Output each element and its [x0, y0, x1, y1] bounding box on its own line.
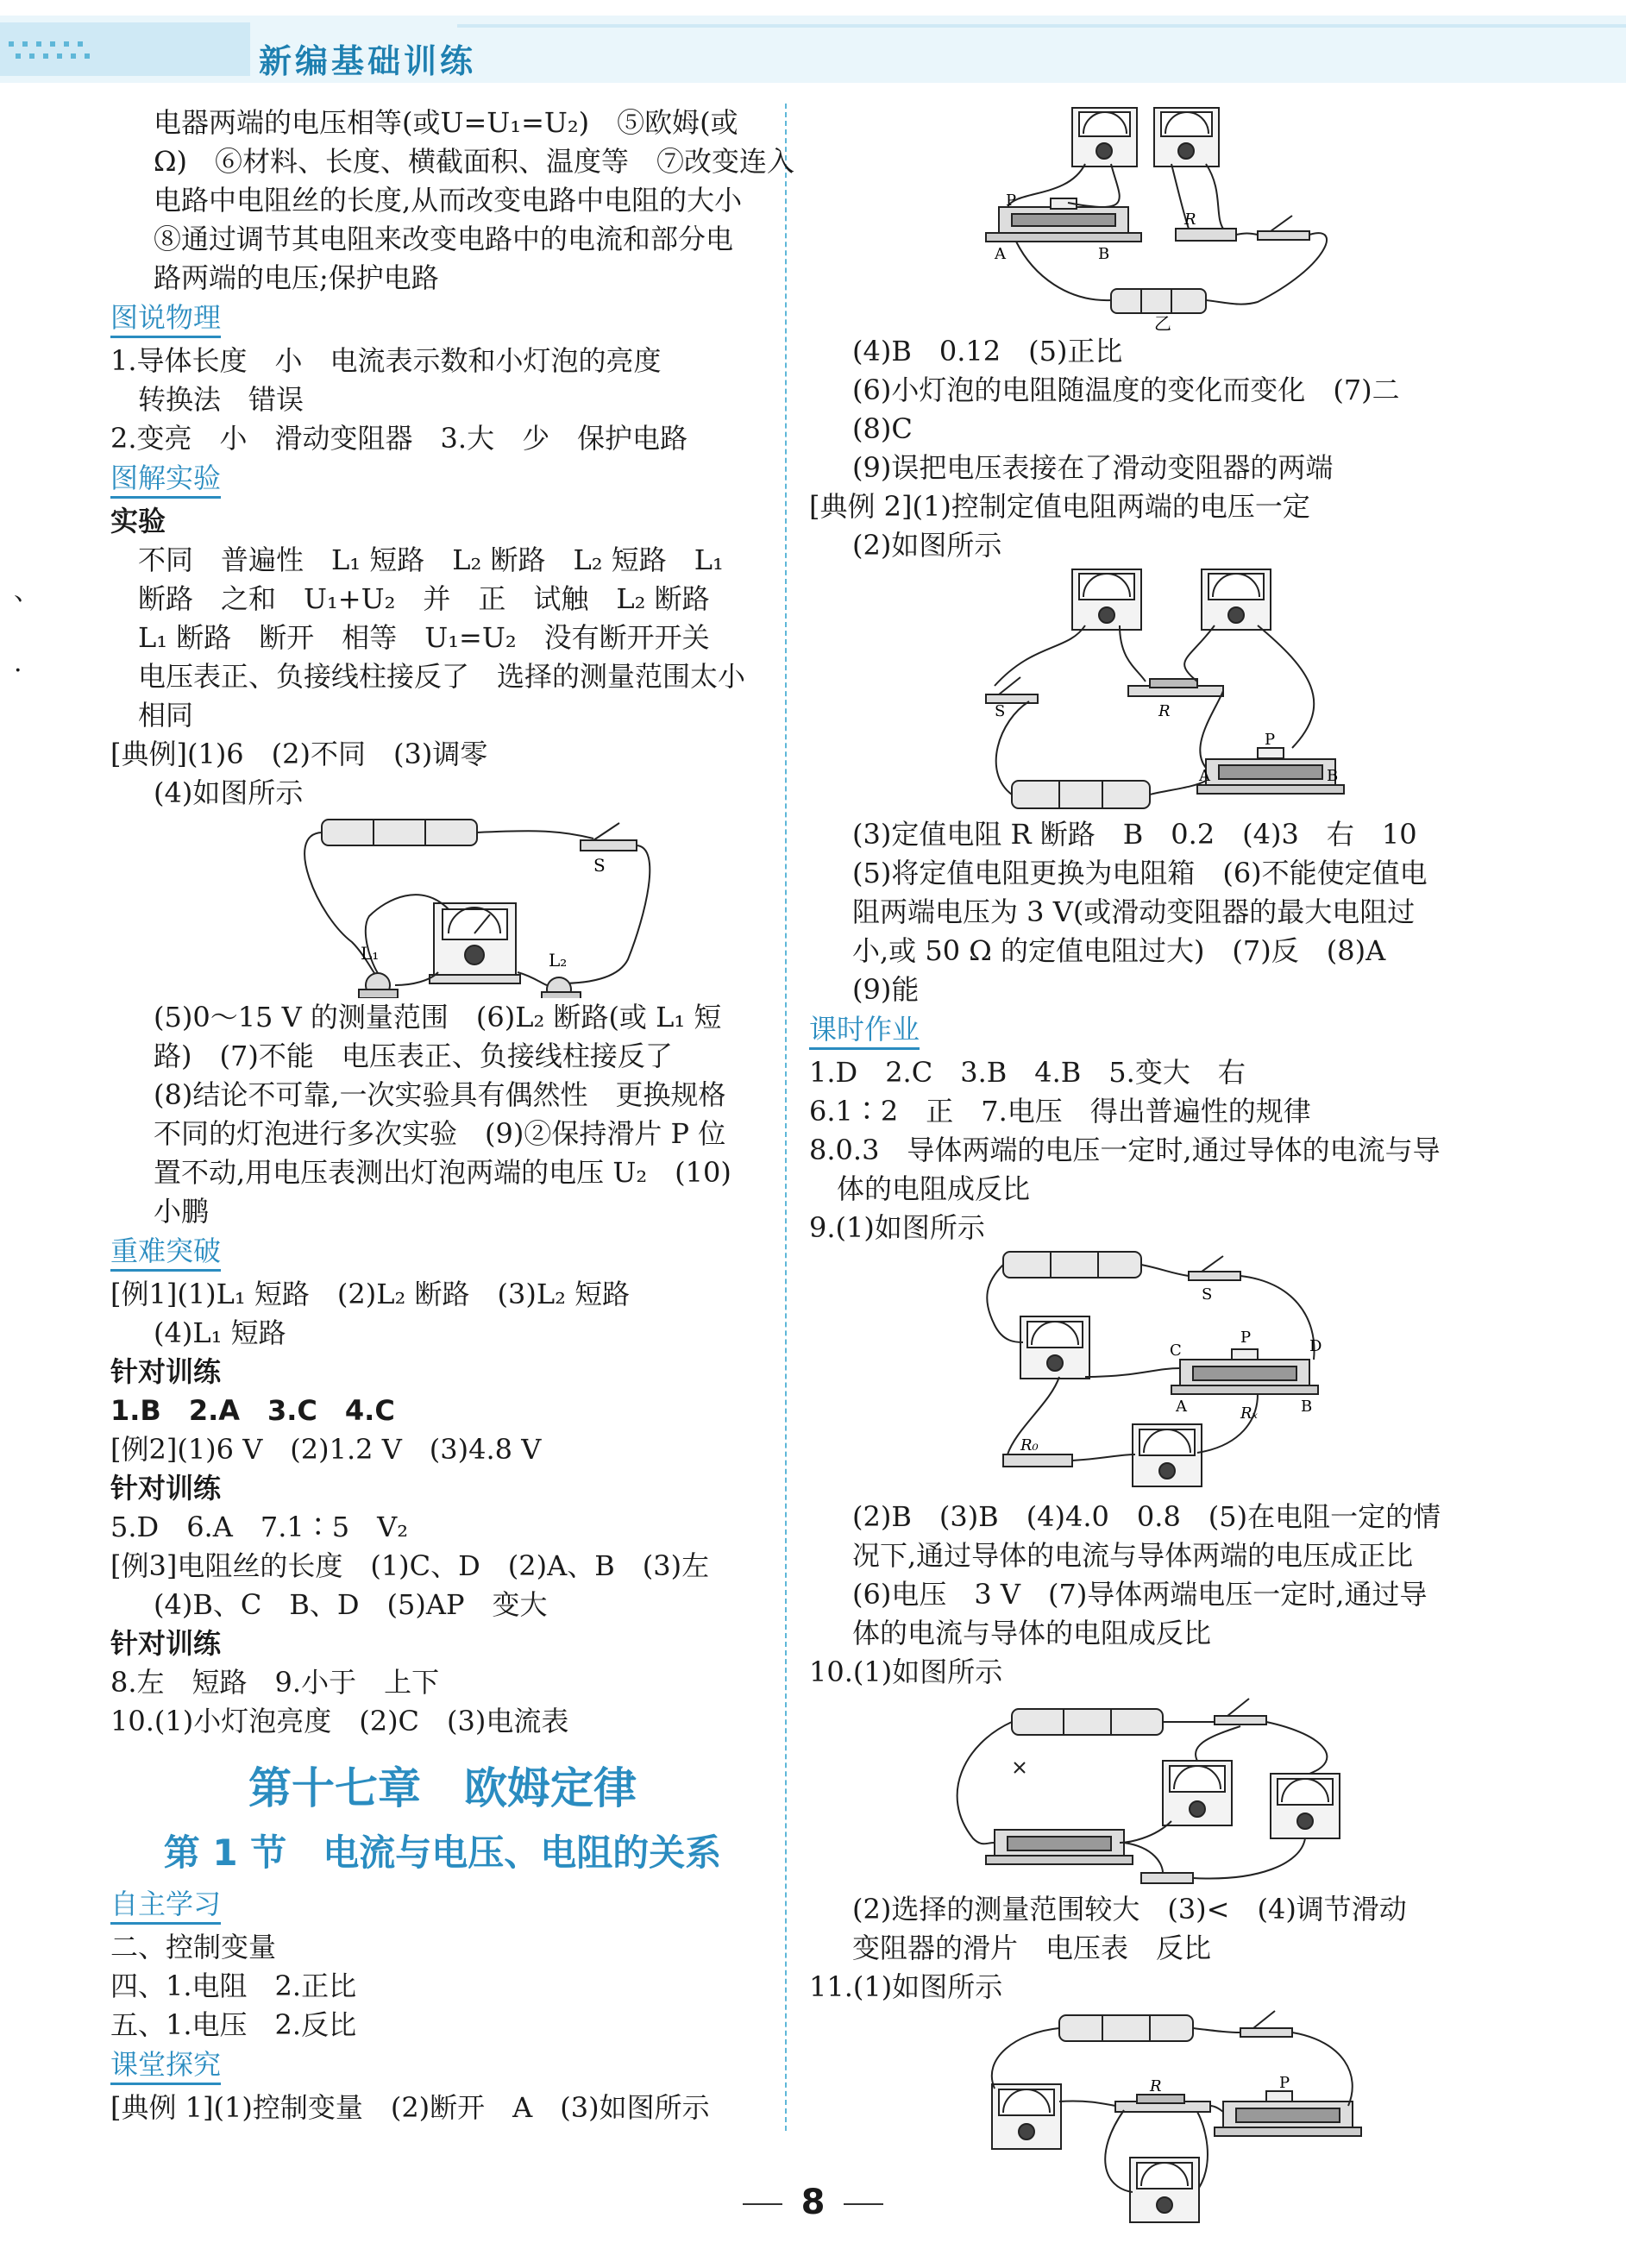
- intro-line: 电器两端的电压相等(或U=U₁=U₂) ⑤欧姆(或: [154, 106, 738, 139]
- label-s: S: [593, 855, 606, 876]
- circuit-figure-bulbs: [110, 813, 775, 998]
- circuit-figure-q10: [809, 1692, 1491, 1890]
- header-band: [0, 16, 1626, 83]
- intro-line: ⑧通过调节其电阻来改变电路中的电流和部分电: [154, 223, 734, 255]
- answer-line: (9)误把电压表接在了滑动变阻器的两端: [852, 451, 1334, 484]
- section-heading-zizhu: 自主学习: [110, 1886, 221, 1925]
- label-p: P: [1265, 731, 1276, 749]
- circuit-figure-q9: [809, 1247, 1491, 1498]
- label-d: D: [1309, 1337, 1322, 1355]
- example-line: (8)结论不可靠,一次实验具有偶然性 更换规格: [154, 1078, 726, 1111]
- answer-line: 11.(1)如图所示: [809, 1970, 1003, 2003]
- circuit-figure-example2: [809, 565, 1491, 815]
- answer-line: (6)小灯泡的电阻随温度的变化而变化 (7)二: [852, 374, 1400, 406]
- answer-line: 体的电流与导体的电阻成反比: [852, 1617, 1212, 1649]
- answer-line: 相同: [110, 699, 194, 732]
- label-r: R: [1158, 702, 1171, 720]
- example-line: 置不动,用电压表测出灯泡两端的电压 U₂ (10): [154, 1156, 731, 1189]
- answer-line: 四、1.电阻 2.正比: [110, 1970, 357, 2002]
- label-shiyan: 实验: [110, 505, 166, 537]
- intro-line: Ω) ⑥材料、长度、横截面积、温度等 ⑦改变连入: [154, 145, 795, 178]
- example-line: [典例](1)6 (2)不同 (3)调零: [110, 738, 488, 770]
- answer-line: (9)能: [852, 973, 920, 1006]
- example-line: 路) (7)不能 电压表正、负接线柱接反了: [154, 1040, 673, 1072]
- answer-line: 阻两端电压为 3 V(或滑动变阻器的最大电阻过: [852, 895, 1416, 928]
- answer-line: (4)B 0.12 (5)正比: [852, 335, 1123, 368]
- answer-line: 小,或 50 Ω 的定值电阻过大) (7)反 (8)A: [852, 934, 1386, 967]
- page-number-dash: [844, 2203, 883, 2205]
- label-b: B: [1327, 767, 1339, 785]
- label-yi: 乙: [1154, 313, 1171, 332]
- label-p: P: [1006, 192, 1017, 210]
- label-b: B: [1098, 245, 1110, 263]
- answer-line: 10.(1)小灯泡亮度 (2)C (3)电流表: [110, 1705, 569, 1737]
- answer-line: 1.B 2.A 3.C 4.C: [110, 1394, 395, 1427]
- label-l2: L₂: [549, 950, 568, 971]
- label-a: A: [1199, 767, 1210, 785]
- section-heading-ketang: 课堂探究: [110, 2046, 221, 2085]
- page-number-dash: [743, 2203, 782, 2205]
- label-r: R: [1184, 210, 1196, 229]
- answer-line: 况下,通过导体的电流与导体两端的电压成正比: [852, 1539, 1414, 1572]
- answer-line: 5.D 6.A 7.1∶5 V₂: [110, 1511, 409, 1543]
- answer-line: (8)C: [852, 412, 913, 445]
- answer-line: 9.(1)如图所示: [809, 1211, 985, 1244]
- answer-line: 8.0.3 导体两端的电压一定时,通过导体的电流与导: [809, 1134, 1441, 1166]
- label-zhendui: 针对训练: [110, 1627, 222, 1660]
- label-s: S: [1202, 1285, 1213, 1304]
- section-heading-keshi: 课时作业: [809, 1011, 920, 1050]
- left-column: [110, 104, 795, 2127]
- answer-line: 不同 普遍性 L₁ 短路 L₂ 断路 L₂ 短路 L₁: [110, 543, 724, 576]
- label-p: P: [1240, 1329, 1252, 1347]
- page-number-text: 8: [800, 2183, 826, 2222]
- label-l1: L₁: [361, 943, 380, 964]
- example-line: (4)L₁ 短路: [154, 1316, 286, 1349]
- answer-line: 8.左 短路 9.小于 上下: [110, 1666, 440, 1699]
- example-line: (4)B、C B、D (5)AP 变大: [154, 1588, 548, 1621]
- header-title: 新编基础训练: [259, 42, 477, 80]
- circuit-figure-yi: [809, 104, 1491, 332]
- label-r: R: [1150, 2077, 1162, 2095]
- example-line: [例2](1)6 V (2)1.2 V (3)4.8 V: [110, 1433, 542, 1466]
- example-line: (5)0～15 V 的测量范围 (6)L₂ 断路(或 L₁ 短: [154, 1001, 722, 1033]
- label-b: B: [1301, 1398, 1313, 1416]
- answer-line: 二、控制变量: [110, 1931, 277, 1963]
- label-a: A: [1176, 1398, 1187, 1416]
- answer-line: (5)将定值电阻更换为电阻箱 (6)不能使定值电: [852, 857, 1428, 889]
- answer-line: 电压表正、负接线柱接反了 选择的测量范围太小: [110, 660, 746, 693]
- answer-line: 体的电阻成反比: [809, 1172, 1031, 1205]
- label-s: S: [995, 702, 1006, 720]
- example-line: [例1](1)L₁ 短路 (2)L₂ 断路 (3)L₂ 短路: [110, 1278, 631, 1310]
- answer-line: 变阻器的滑片 电压表 反比: [852, 1932, 1212, 1964]
- answer-line: 10.(1)如图所示: [809, 1655, 1003, 1688]
- answer-line: 1.导体长度 小 电流表示数和小灯泡的亮度: [110, 344, 662, 377]
- label-zhendui: 针对训练: [110, 1355, 222, 1388]
- margin-mark: ·: [14, 656, 22, 686]
- label-c: C: [1170, 1341, 1182, 1360]
- label-p: P: [1279, 2074, 1290, 2092]
- answer-line: 2.变亮 小 滑动变阻器 3.大 少 保护电路: [110, 422, 688, 455]
- answer-line: 五、1.电压 2.反比: [110, 2008, 357, 2041]
- label-rx: Rₓ: [1240, 1404, 1258, 1423]
- example-line: 不同的灯泡进行多次实验 (9)②保持滑片 P 位: [154, 1117, 726, 1150]
- answer-line: (2)选择的测量范围较大 (3)< (4)调节滑动: [852, 1893, 1407, 1926]
- label-a: A: [995, 245, 1006, 263]
- column-divider: [785, 104, 787, 2131]
- answer-line: L₁ 断路 断开 相等 U₁=U₂ 没有断开开关: [110, 621, 710, 654]
- section-title: 第 1 节 电流与电压、电阻的关系: [163, 1831, 722, 1874]
- answer-line: (6)电压 3 V (7)导体两端电压一定时,通过导: [852, 1578, 1428, 1611]
- answer-line: 转换法 错误: [110, 383, 304, 416]
- answer-line: 1.D 2.C 3.B 4.B 5.变大 右: [809, 1056, 1246, 1089]
- example-line: [典例 2](1)控制定值电阻两端的电压一定: [809, 490, 1310, 523]
- label-r0: R₀: [1020, 1436, 1039, 1454]
- margin-mark: 、: [14, 576, 40, 606]
- answer-line: (2)B (3)B (4)4.0 0.8 (5)在电阻一定的情: [852, 1500, 1441, 1533]
- section-heading-tushuo: 图说物理: [110, 299, 221, 338]
- intro-line: 路两端的电压;保护电路: [154, 261, 439, 294]
- section-heading-tujie: 图解实验: [110, 460, 221, 499]
- example-line: [例3]电阻丝的长度 (1)C、D (2)A、B (3)左: [110, 1549, 710, 1582]
- answer-line: (3)定值电阻 R 断路 B 0.2 (4)3 右 10: [852, 818, 1417, 851]
- answer-line: 6.1∶2 正 7.电压 得出普遍性的规律: [809, 1095, 1311, 1128]
- answer-line: 断路 之和 U₁+U₂ 并 正 试触 L₂ 断路: [110, 582, 710, 615]
- right-column: [809, 104, 1491, 2231]
- intro-line: 电路中电阻丝的长度,从而改变电路中电阻的大小: [154, 184, 743, 217]
- example-line: 小鹏: [154, 1195, 210, 1228]
- page-number: [0, 2183, 1626, 2222]
- section-heading-zhongnan: 重难突破: [110, 1233, 221, 1272]
- chapter-title: 第十七章 欧姆定律: [248, 1763, 637, 1813]
- label-zhendui: 针对训练: [110, 1472, 222, 1505]
- example-line: (2)如图所示: [852, 529, 1002, 562]
- example-line: (4)如图所示: [154, 776, 304, 809]
- example-line: [典例 1](1)控制变量 (2)断开 A (3)如图所示: [110, 2091, 710, 2124]
